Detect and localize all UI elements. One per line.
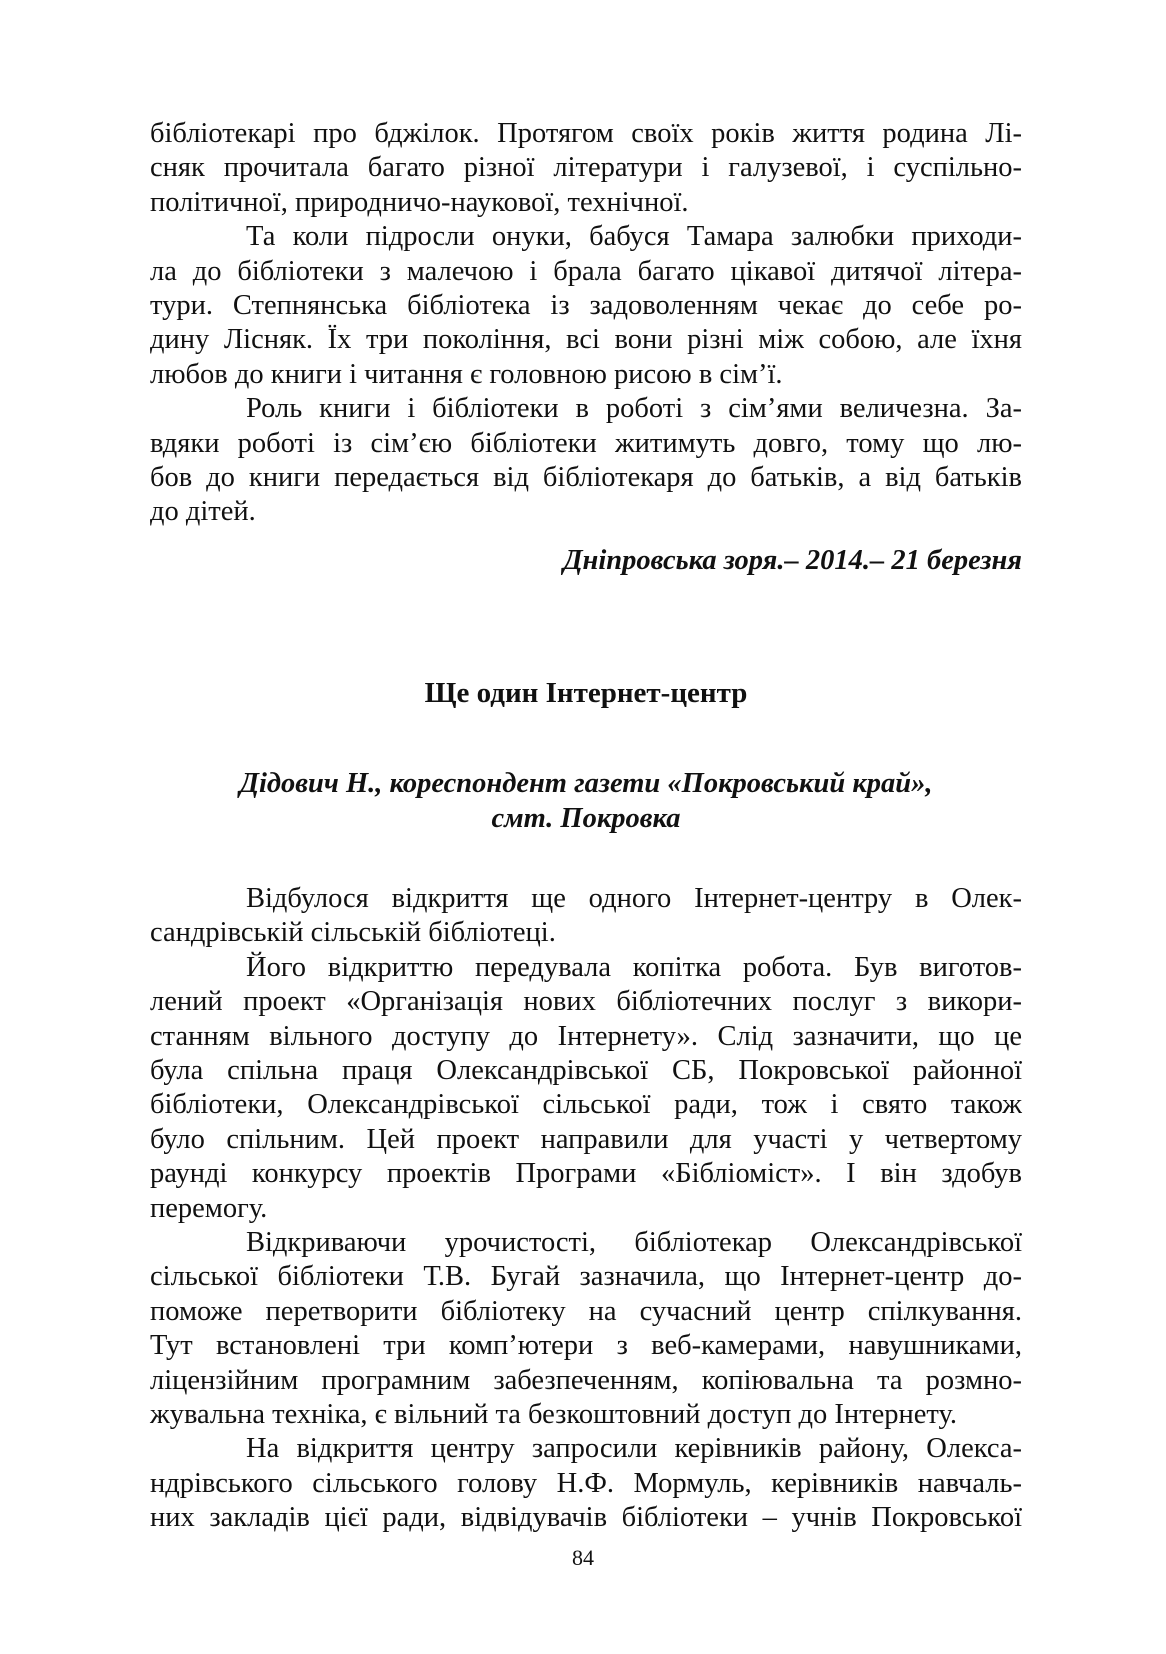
text-line: була спільна праця Олександрівської СБ, Покровської районної — [150, 1054, 1022, 1086]
byline-location: смт. Покровка — [491, 802, 681, 834]
text-line: до дітей. — [150, 496, 256, 528]
text-line: раунді конкурсу проектів Програми «Бібліоміст». І він здобув — [150, 1158, 1022, 1190]
text-line: Та коли підросли онуки, бабуся Тамара залюбки приходи- — [246, 221, 1022, 253]
paragraph — [150, 117, 1022, 220]
text-line: ла до бібліотеки з малечою і брала багато цікавої дитячої літера- — [150, 255, 1022, 287]
paragraph — [150, 882, 1022, 951]
text-line: станням вільного доступу до Інтернету». Слід зазначити, що це — [150, 1020, 1022, 1052]
text-line: бібліотеки, Олександрівської сільської ради, тож і свято також — [150, 1089, 1022, 1121]
paragraph — [150, 220, 1022, 392]
text-line: сандрівській сільській бібліотеці. — [150, 917, 556, 949]
text-line: політичної, природничо-наукової, технічної. — [150, 186, 689, 218]
text-line: Роль книги і бібліотеки в роботі з сім’ями величезна. За- — [246, 393, 1022, 425]
text-line: було спільним. Цей проект направили для участі у четвертому — [150, 1123, 1022, 1155]
text-line: Тут встановлені три комп’ютери з веб-камерами, навушниками, — [150, 1330, 1022, 1362]
text-line: вдяки роботі із сім’єю бібліотеки житимуть довго, тому що лю- — [150, 427, 1022, 459]
paragraph — [150, 392, 1022, 530]
byline-author: Дідович Н., кореспондент газети «Покровський край», — [239, 767, 933, 799]
text-line: бібліотекарі про бджілок. Протягом своїх років життя родина Лі- — [150, 118, 1022, 149]
source-citation: Дніпровська зоря.– 2014.– 21 березня — [563, 544, 1022, 576]
text-line: ліцензійним програмним забезпеченням, копіювальна та розмно- — [150, 1364, 1022, 1396]
text-line: жувальна техніка, є вільний та безкоштовний доступ до Інтернету. — [150, 1398, 957, 1430]
text-line: поможе перетворити бібліотеку на сучасний центр спілкування. — [150, 1295, 1022, 1327]
paragraph — [150, 951, 1022, 1226]
text-line: дину Лісняк. Їх три покоління, всі вони різні між собою, але їхня — [150, 324, 1022, 356]
text-line: сільської бібліотеки Т.В. Бугай зазначила, що Інтернет-центр до- — [150, 1261, 1022, 1293]
text-line: ндрівського сільського голову Н.Ф. Мормуль, керівників навчаль- — [150, 1467, 1022, 1499]
article-byline — [150, 766, 1022, 836]
page-number: 84 — [572, 1545, 594, 1570]
text-line: перемогу. — [150, 1192, 268, 1224]
document-page — [150, 117, 1022, 1536]
text-line: На відкриття центру запросили керівників району, Олекса- — [246, 1433, 1022, 1465]
text-line: любов до книги і читання є головною рисою в сім’ї. — [150, 358, 783, 390]
paragraph — [150, 1226, 1022, 1432]
text-line: них закладів цієї ради, відвідувачів бібліотеки – учнів Покровської — [150, 1502, 1022, 1534]
text-line: лений проект «Організація нових бібліотечних послуг з викори- — [150, 986, 1022, 1018]
text-line: тури. Степнянська бібліотека із задоволенням чекає до себе ро- — [150, 290, 1022, 322]
text-line: Відкриваючи урочистості, бібліотекар Олександрівської — [246, 1226, 1022, 1258]
article-title: Ще один Інтернет-центр — [424, 676, 748, 709]
text-line: Його відкриттю передувала копітка робота. Був виготов- — [246, 951, 1022, 983]
text-line: Відбулося відкриття ще одного Інтернет-центру в Олек- — [246, 882, 1022, 914]
article-continuation — [150, 117, 1022, 530]
text-line: бов до книги передається від бібліотекаря до батьків, а від батьків — [150, 462, 1022, 494]
article-body — [150, 882, 1022, 1536]
paragraph — [150, 1432, 1022, 1535]
text-line: сняк прочитала багато різної літератури і галузевої, і суспільно- — [150, 152, 1022, 184]
